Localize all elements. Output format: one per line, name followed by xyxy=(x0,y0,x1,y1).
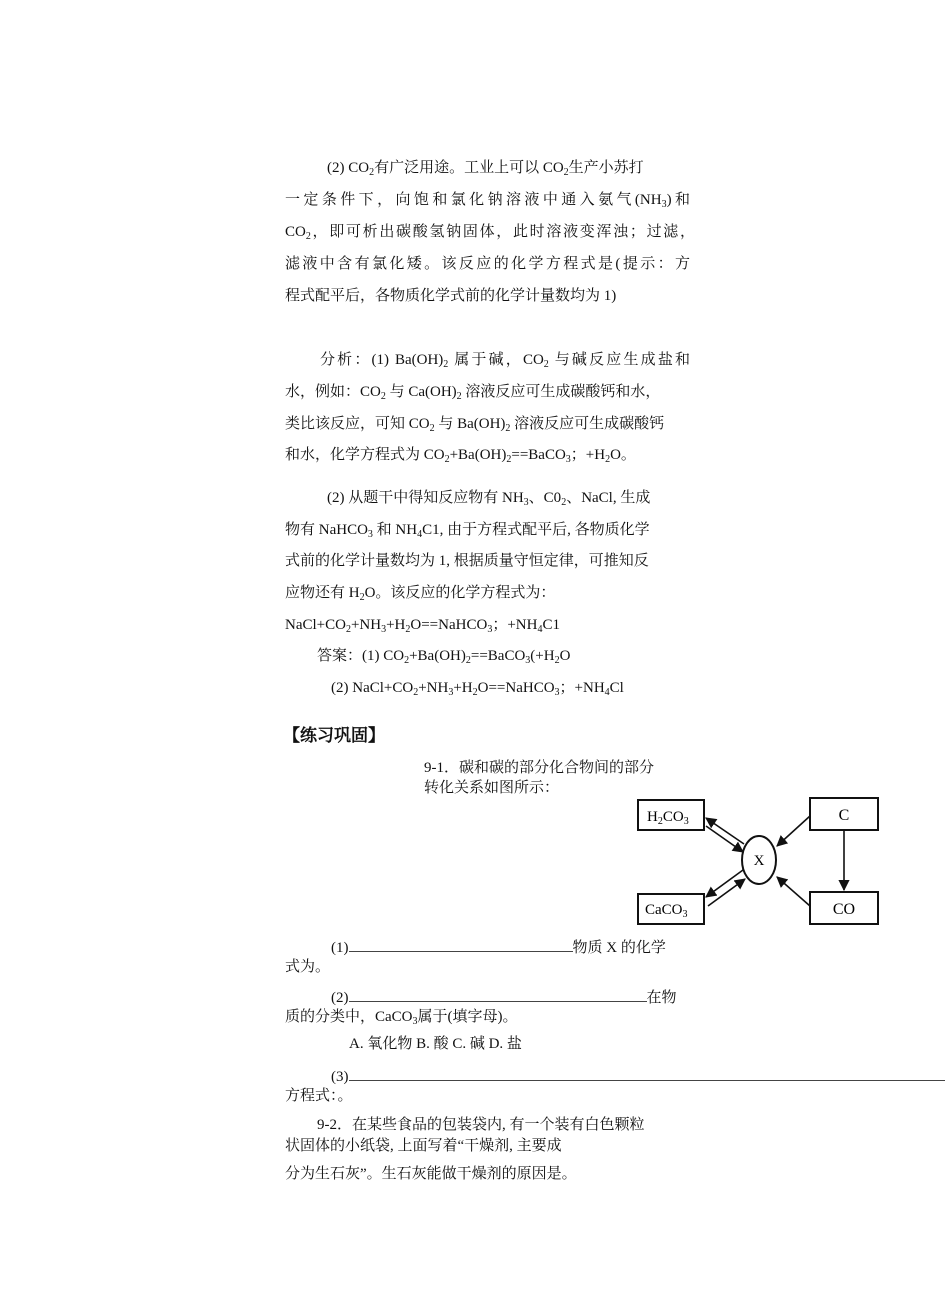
q3-answer-blank[interactable] xyxy=(349,1066,945,1081)
analysis2-line-2: 物有 NaHCO$_3$ 和 $NH_4C1$, 由于方程式配平后, 各物质化学 xyxy=(285,522,650,540)
part2-line-2: 一定条件下，向饱和氯化钠溶液中通入氨气$(NH_3)$和 xyxy=(285,192,690,210)
q92-line-2: 状固体的小纸袋, 上面写着“干燥剂, 主要成 xyxy=(285,1138,562,1154)
q1-line-2: 式为。 xyxy=(285,959,331,975)
q91-line-2: 转化关系如图所示： xyxy=(424,780,560,796)
analysis2-line-1: (2) 从题干中得知反应物有 $NH_3$、$C0_2$、NaCl, 生成 xyxy=(327,490,651,508)
answer-line-2: (2) $NaCl+CO_2+NH_3+H_2O==NaHCO_3$；$+NH_4Cl$ xyxy=(331,680,624,698)
q2-line: (2) 在物 xyxy=(331,987,677,1008)
analysis2-line-3: 式前的化学计量数均为 1, 根据质量守恒定律，可推知反 xyxy=(285,553,649,569)
carbon-conversion-diagram xyxy=(630,790,886,930)
q2-line-2: 质的分类中，CaCO$_3$属于(填字母)。 xyxy=(285,1009,518,1027)
q3-line-2: 方程式：。 xyxy=(285,1088,353,1104)
analysis1-line-1: 分析：(1) $Ba(OH)_2$ 属于碱，$CO_2$ 与碱反应生成盐和 xyxy=(320,352,690,370)
arrow-caco3-to-x xyxy=(708,879,745,906)
arrow-x-to-caco3 xyxy=(706,870,743,897)
analysis2-line-5: $NaCl+CO_2+NH_3+H_2O==NaHCO_3$；$+NH_4C1$ xyxy=(285,617,560,635)
analysis1-line-2: 水，例如：$CO_2$ 与 $Ca(OH)_2$ 溶液反应可生成碳酸钙和水， xyxy=(285,384,661,402)
q2-answer-blank[interactable] xyxy=(349,987,647,1002)
analysis1-line-3: 类比该反应，可知 $CO_2$ 与 $Ba(OH)_2$ 溶液反应可生成碳酸钙 xyxy=(285,416,665,434)
q2-options: A. 氧化物 B. 酸 C. 碱 D. 盐 xyxy=(349,1036,522,1052)
answer-line-1: 答案：(1) $CO_2+Ba(OH)_2==BaCO_3(+H_2O$ xyxy=(317,648,571,666)
arrow-c-to-x xyxy=(777,816,810,846)
part2-line-3: $CO_2$，即可析出碳酸氢钠固体，此时溶液变浑浊；过滤， xyxy=(285,224,695,242)
q3-line: (3) xyxy=(331,1066,945,1087)
q1-answer-blank[interactable] xyxy=(349,937,573,952)
q92-line-3: 分为生石灰”。生石灰能做干燥剂的原因是。 xyxy=(285,1166,577,1182)
part2-line-5: 程式配平后，各物质化学式前的化学计量数均为 1) xyxy=(285,288,617,304)
arrow-co-to-x xyxy=(777,877,810,906)
c-label: C xyxy=(838,807,850,824)
part2-line-1: (2) $CO_2$有广泛用途。工业上可以 $CO_2$生产小苏打 xyxy=(327,160,644,178)
q1-line: (1) 物质 X 的化学 xyxy=(331,937,666,958)
analysis1-line-4: 和水，化学方程式为 $CO_2+Ba(OH)_2==BaCO_3$；$+H_2O$。 xyxy=(285,447,636,465)
h2co3-label: $H_2CO_3$ xyxy=(647,809,689,827)
q92-line-1: 9-2．在某些食品的包装袋内, 有一个装有白色颗粒 xyxy=(317,1117,645,1133)
q91-line-1: 9-1．碳和碳的部分化合物间的部分 xyxy=(424,760,654,776)
practice-heading: 【练习巩固】 xyxy=(283,726,385,746)
part2-line-4: 滤液中含有氯化矮。该反应的化学方程式是(提示：方 xyxy=(285,256,690,272)
analysis2-line-4: 应物还有 $H_2O$。该反应的化学方程式为： xyxy=(285,585,556,603)
x-label: X xyxy=(753,853,765,869)
caco3-label: CaCO$_3$ xyxy=(645,902,688,920)
co-label: CO xyxy=(832,901,856,918)
